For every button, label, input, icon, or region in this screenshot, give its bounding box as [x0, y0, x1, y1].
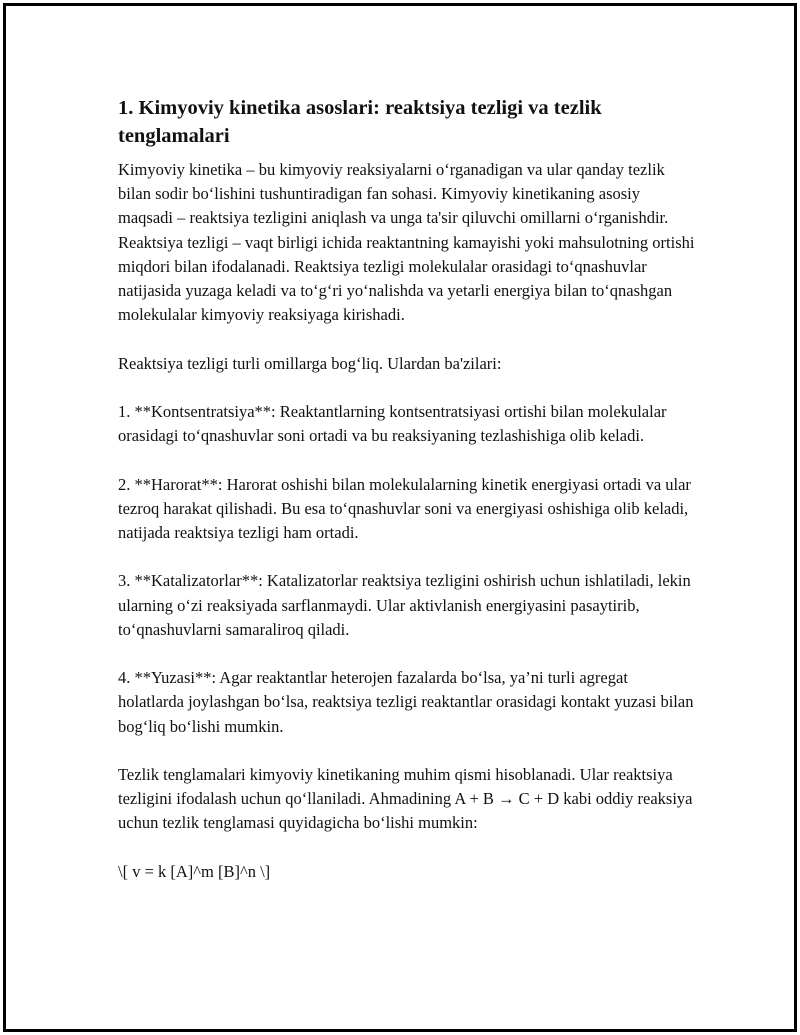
factor-concentration-paragraph: 1. **Kontsentratsiya**: Reaktantlarning kontsentratsiyasi ortishi bilan molekulalar orasidagi to‘qnashuvlar soni ortadi va bu reaksiyaning tezlashishiga olib keladi. — [118, 402, 667, 446]
factor-surface-paragraph: 4. **Yuzasi**: Agar reaktantlar heterojen fazalarda bo‘lsa, ya’ni turli agregat holatlarda joylashgan bo‘lsa, reaktsiya tezligi reaktantlar orasidagi kontakt yuzasi bilan bog‘liq bo‘lishi mumkin. — [118, 668, 694, 736]
intro-paragraph: Kimyoviy kinetika – bu kimyoviy reaksiyalarni o‘rganadigan va ular qanday tezlik bilan sodir bo‘lishini tushuntiradigan fan sohasi. Kimyoviy kinetikaning asosiy maqsadi – reaktsiya tezligini aniqlash va unga ta'sir qiluvchi omillarni o‘rganishdir. Reaktsiya tezligi – vaqt birligi ichida reaktantning kamayishi yoki mahsulotning ortishi miqdori bilan ifodalanadi. Reaktsiya tezligi molekulalar orasidagi to‘qnashuvlar natijasida yuzaga keladi va to‘g‘ri yo‘nalishda va yetarli energiya bilan to‘qnashgan molekulalar kimyoviy reaksiyaga kirishadi. — [118, 160, 695, 325]
factors-intro-paragraph: Reaktsiya tezligi turli omillarga bog‘liq. Ulardan ba'zilari: — [118, 353, 502, 373]
rate-equation-formula: \[ v = k [A]^m [B]^n \] — [118, 861, 271, 881]
document-title: 1. Kimyoviy kinetika asoslari: reaktsiya tezligi va tezlik tenglamalari — [118, 97, 602, 147]
factor-catalysts-paragraph: 3. **Katalizatorlar**: Katalizatorlar reaktsiya tezligini oshirish uchun ishlatiladi, lekin ularning o‘zi reaksiyada sarflanmaydi. Ular aktivlanish energiyasini pasaytirib, to‘qnashuvlarni samaraliroq qiladi. — [118, 571, 691, 639]
factor-temperature-paragraph: 2. **Harorat**: Harorat oshishi bilan molekulalarning kinetik energiyasi ortadi va ular tezroq harakat qilishadi. Bu esa to‘qnashuvlar soni va energiyasi oshishiga olib keladi, natijada reaktsiya tezligi ham ortadi. — [118, 474, 691, 542]
rate-equations-paragraph: Tezlik tenglamalari kimyoviy kinetikaning muhim qismi hisoblanadi. Ular reaktsiya tezligini ifodalash uchun qo‘llaniladi. Ahmadining A + B → C + D kabi oddiy reaksiya uchun tezlik tenglamasi quyidagicha bo‘lishi mumkin: — [118, 764, 693, 833]
document-body — [118, 94, 696, 908]
